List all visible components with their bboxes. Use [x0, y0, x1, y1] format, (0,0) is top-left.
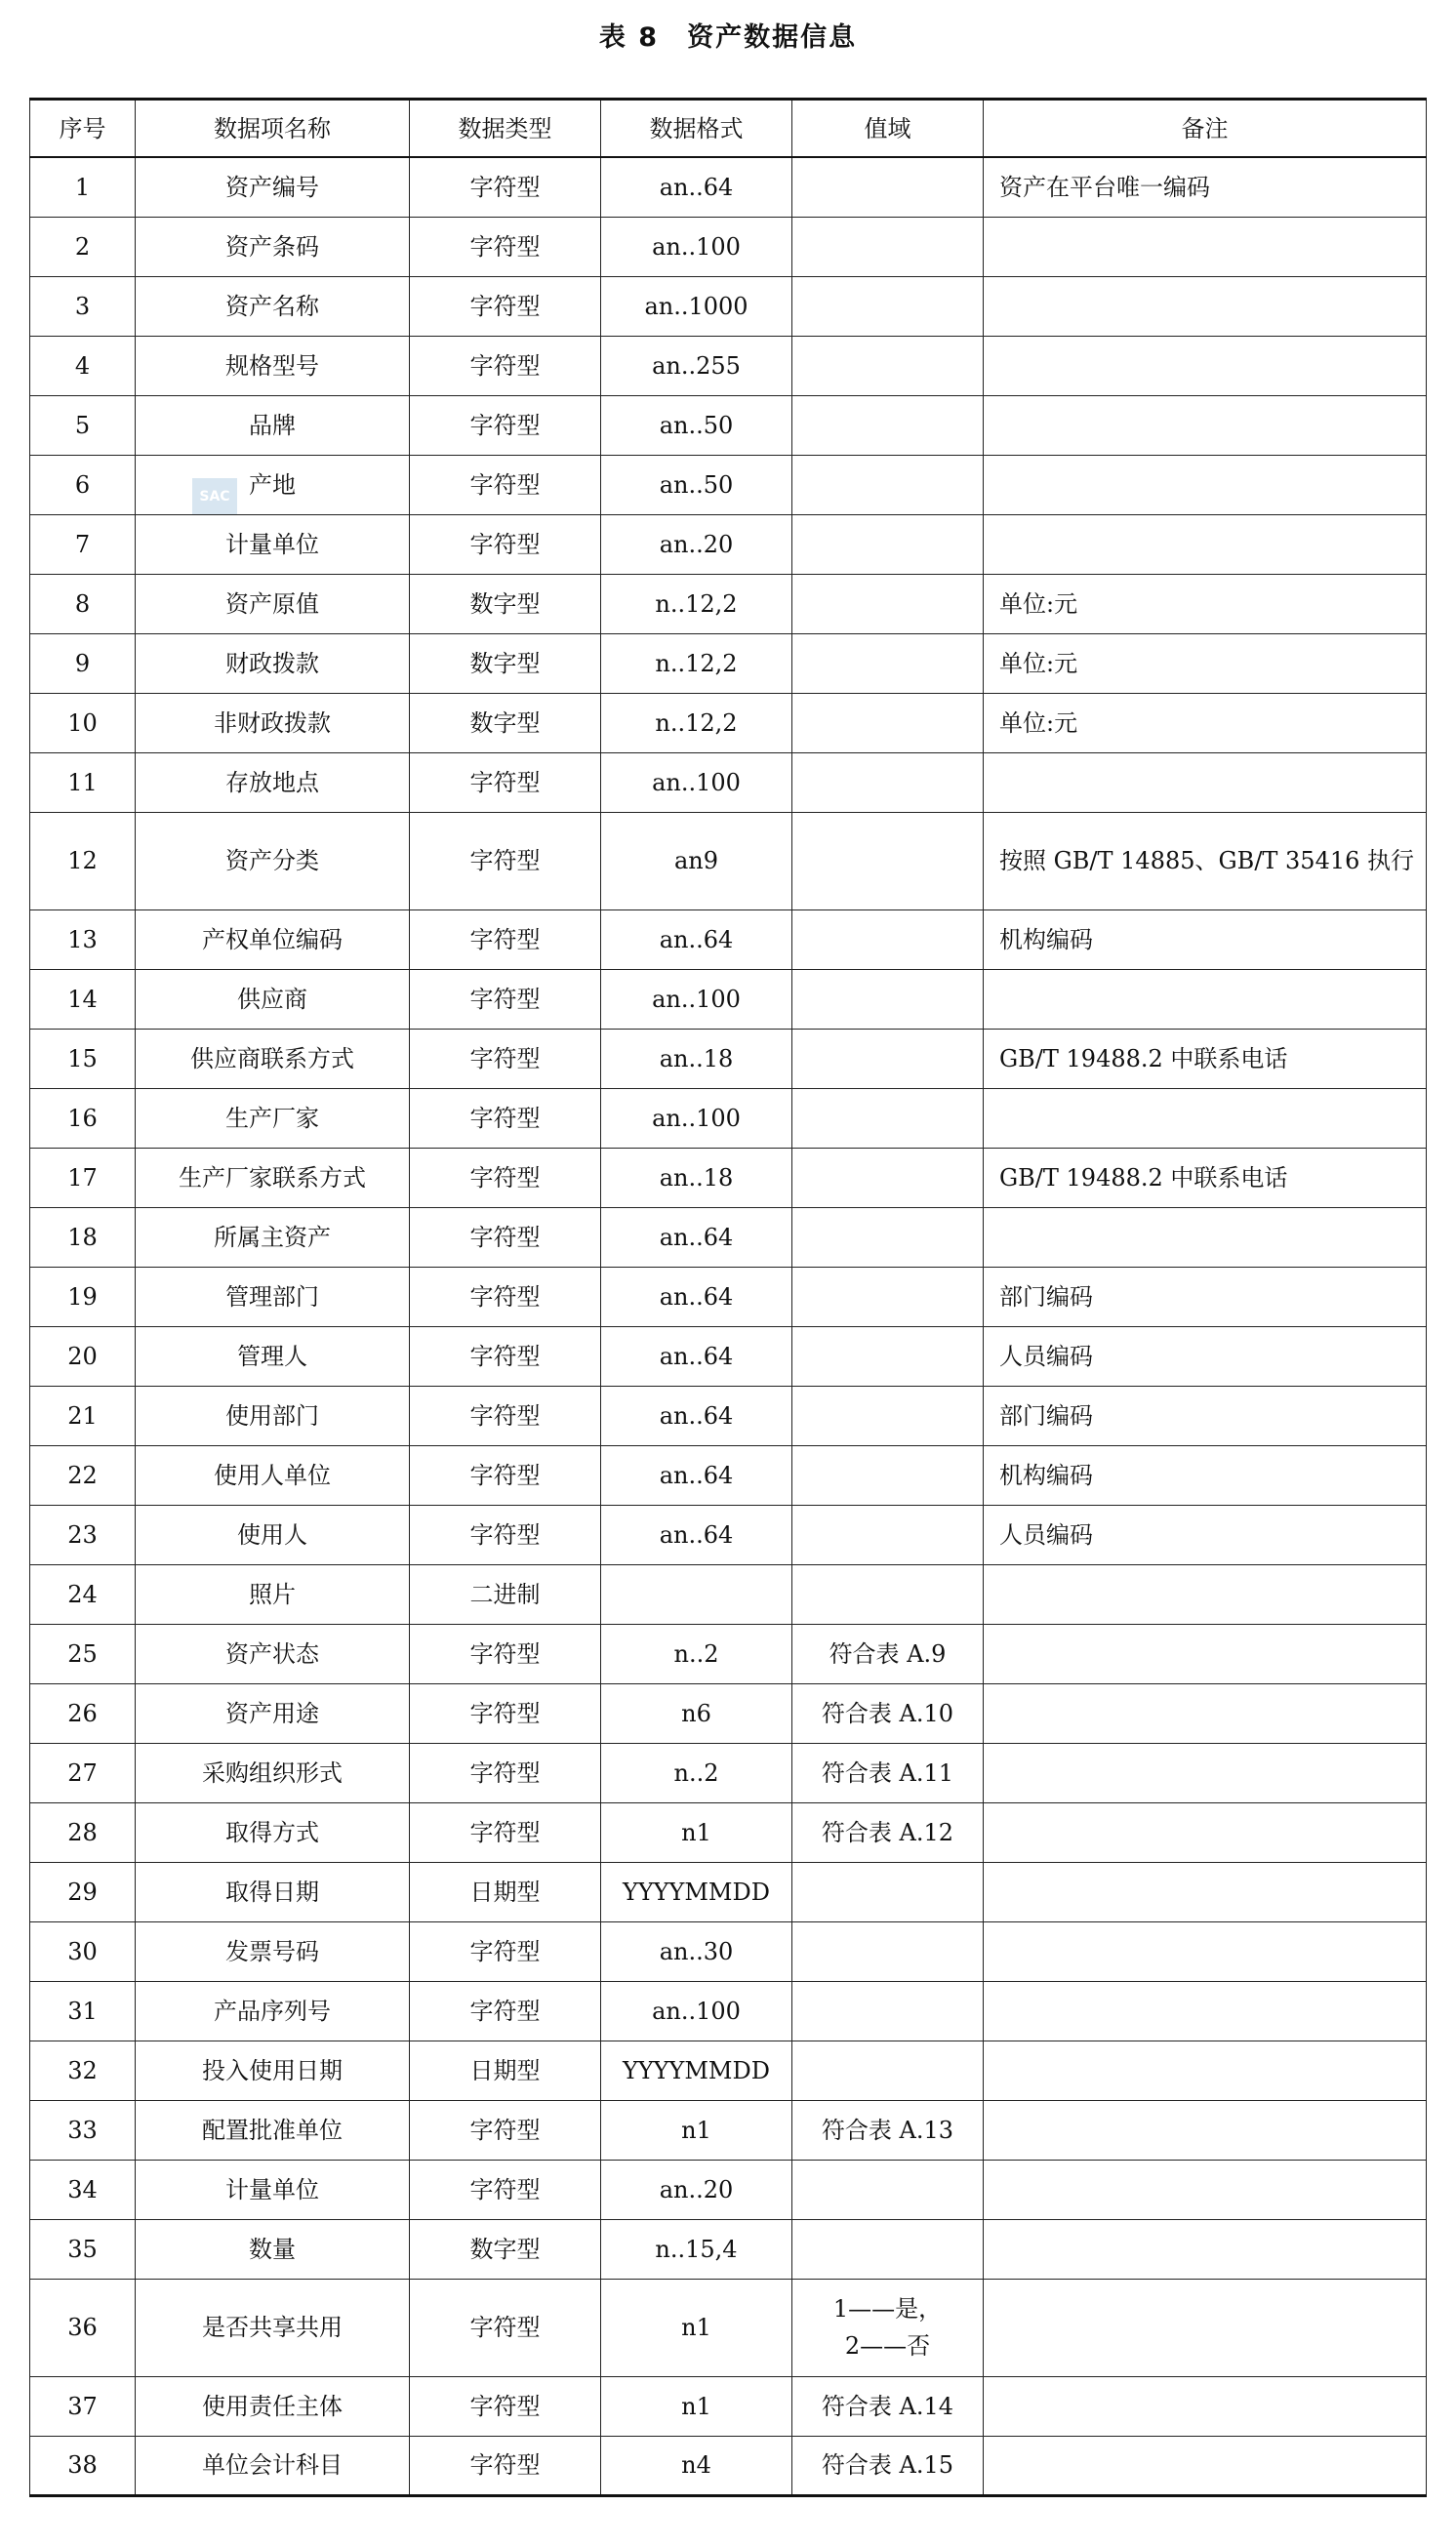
cell-value-range [792, 1445, 984, 1505]
cell-index: 21 [30, 1386, 136, 1445]
table-row [30, 2100, 1427, 2160]
cell-data-type: 数字型 [410, 633, 601, 693]
table-row [30, 1981, 1427, 2041]
header-value-range: 值域 [792, 100, 984, 158]
table-row [30, 969, 1427, 1029]
table-row [30, 2160, 1427, 2219]
cell-remarks: 部门编码 [984, 1267, 1427, 1326]
table-row [30, 2041, 1427, 2100]
cell-item-name: 取得日期 [136, 1862, 410, 1921]
cell-item-name: 资产编号 [136, 157, 410, 217]
table-row [30, 2279, 1427, 2376]
cell-remarks: 部门编码 [984, 1386, 1427, 1445]
cell-index: 5 [30, 395, 136, 455]
cell-data-type: 数字型 [410, 2219, 601, 2279]
cell-data-format: an..100 [601, 1088, 792, 1148]
cell-value-range [792, 633, 984, 693]
table-row [30, 276, 1427, 336]
cell-data-format: n..2 [601, 1624, 792, 1683]
cell-item-name: 单位会计科目 [136, 2436, 410, 2495]
cell-value-range [792, 2219, 984, 2279]
table-row [30, 1624, 1427, 1683]
cell-index: 3 [30, 276, 136, 336]
cell-remarks: 人员编码 [984, 1505, 1427, 1564]
cell-value-range [792, 455, 984, 514]
cell-data-type: 字符型 [410, 217, 601, 276]
table-row [30, 2376, 1427, 2436]
cell-remarks [984, 1862, 1427, 1921]
table-row [30, 812, 1427, 909]
cell-index: 29 [30, 1862, 136, 1921]
asset-data-table [29, 98, 1427, 2497]
cell-index: 16 [30, 1088, 136, 1148]
table-row [30, 1683, 1427, 1743]
cell-data-type: 字符型 [410, 1921, 601, 1981]
cell-item-name: 管理人 [136, 1326, 410, 1386]
table-row [30, 514, 1427, 574]
cell-value-range: 符合表 A.11 [792, 1743, 984, 1802]
cell-data-type: 字符型 [410, 514, 601, 574]
cell-remarks: 单位:元 [984, 574, 1427, 633]
table-row [30, 1802, 1427, 1862]
cell-data-type: 字符型 [410, 2279, 601, 2376]
cell-index: 1 [30, 157, 136, 217]
cell-value-range [792, 1148, 984, 1207]
cell-remarks: 单位:元 [984, 693, 1427, 752]
cell-index: 20 [30, 1326, 136, 1386]
cell-data-format: YYYYMMDD [601, 1862, 792, 1921]
cell-data-format: an..18 [601, 1148, 792, 1207]
cell-value-range [792, 336, 984, 395]
cell-value-range [792, 1862, 984, 1921]
cell-data-type: 字符型 [410, 455, 601, 514]
table-row [30, 2436, 1427, 2495]
cell-data-type: 字符型 [410, 2376, 601, 2436]
cell-data-format: an9 [601, 812, 792, 909]
cell-value-range [792, 1207, 984, 1267]
cell-data-format: an..100 [601, 1981, 792, 2041]
cell-value-range [792, 217, 984, 276]
cell-value-range [792, 1981, 984, 2041]
cell-data-type: 字符型 [410, 812, 601, 909]
cell-data-type: 字符型 [410, 1743, 601, 1802]
cell-data-type: 数字型 [410, 574, 601, 633]
cell-data-format: n4 [601, 2436, 792, 2495]
cell-item-name: 使用人 [136, 1505, 410, 1564]
cell-index: 37 [30, 2376, 136, 2436]
cell-data-type: 字符型 [410, 909, 601, 969]
cell-data-format: n..12,2 [601, 693, 792, 752]
cell-data-type: 二进制 [410, 1564, 601, 1624]
cell-index: 31 [30, 1981, 136, 2041]
cell-data-type: 字符型 [410, 1207, 601, 1267]
cell-item-name: 管理部门 [136, 1267, 410, 1326]
table-row [30, 1088, 1427, 1148]
cell-data-format: an..30 [601, 1921, 792, 1981]
cell-remarks: 人员编码 [984, 1326, 1427, 1386]
cell-index: 30 [30, 1921, 136, 1981]
cell-data-format: an..50 [601, 395, 792, 455]
table-header-row [30, 100, 1427, 158]
cell-item-name: 配置批准单位 [136, 2100, 410, 2160]
cell-remarks [984, 514, 1427, 574]
cell-index: 34 [30, 2160, 136, 2219]
table-row [30, 395, 1427, 455]
table-row [30, 752, 1427, 812]
cell-item-name: 供应商 [136, 969, 410, 1029]
cell-item-name: 存放地点 [136, 752, 410, 812]
cell-value-range: 符合表 A.13 [792, 2100, 984, 2160]
cell-remarks: 按照 GB/T 14885、GB/T 35416 执行 [984, 812, 1427, 909]
cell-value-range [792, 812, 984, 909]
table-body [30, 157, 1427, 2495]
table-row [30, 1326, 1427, 1386]
cell-data-format: an..64 [601, 1386, 792, 1445]
cell-value-range: 1——是， 2——否 [792, 2279, 984, 2376]
cell-data-type: 字符型 [410, 1683, 601, 1743]
cell-data-type: 字符型 [410, 1386, 601, 1445]
cell-remarks [984, 2100, 1427, 2160]
cell-value-range [792, 1029, 984, 1088]
cell-data-format: n1 [601, 2279, 792, 2376]
cell-index: 28 [30, 1802, 136, 1862]
cell-remarks [984, 752, 1427, 812]
table-row [30, 1386, 1427, 1445]
cell-remarks [984, 1088, 1427, 1148]
cell-data-format: an..64 [601, 157, 792, 217]
cell-value-range [792, 909, 984, 969]
cell-item-name: 投入使用日期 [136, 2041, 410, 2100]
cell-remarks [984, 217, 1427, 276]
cell-data-type: 字符型 [410, 1624, 601, 1683]
cell-remarks: GB/T 19488.2 中联系电话 [984, 1148, 1427, 1207]
cell-index: 23 [30, 1505, 136, 1564]
table-row [30, 2219, 1427, 2279]
cell-item-name: 计量单位 [136, 514, 410, 574]
sac-watermark-logo: SAC [192, 478, 237, 515]
cell-remarks: 机构编码 [984, 1445, 1427, 1505]
cell-remarks [984, 1207, 1427, 1267]
cell-remarks [984, 2376, 1427, 2436]
cell-index: 15 [30, 1029, 136, 1088]
cell-remarks: GB/T 19488.2 中联系电话 [984, 1029, 1427, 1088]
cell-index: 6 [30, 455, 136, 514]
cell-item-name: 资产分类 [136, 812, 410, 909]
table-row [30, 693, 1427, 752]
cell-remarks [984, 1743, 1427, 1802]
table-row [30, 336, 1427, 395]
cell-remarks [984, 1921, 1427, 1981]
cell-data-format: n6 [601, 1683, 792, 1743]
cell-remarks [984, 1683, 1427, 1743]
table-row [30, 1564, 1427, 1624]
cell-data-type: 字符型 [410, 395, 601, 455]
cell-value-range: 符合表 A.10 [792, 1683, 984, 1743]
cell-item-name: 供应商联系方式 [136, 1029, 410, 1088]
cell-data-format: an..64 [601, 1505, 792, 1564]
cell-item-name: 产地 [136, 455, 410, 514]
cell-index: 22 [30, 1445, 136, 1505]
cell-item-name: 使用责任主体 [136, 2376, 410, 2436]
cell-value-range [792, 514, 984, 574]
cell-index: 9 [30, 633, 136, 693]
cell-value-range [792, 693, 984, 752]
cell-value-range [792, 157, 984, 217]
table-row [30, 455, 1427, 514]
cell-data-format: an..64 [601, 1326, 792, 1386]
cell-item-name: 品牌 [136, 395, 410, 455]
cell-index: 18 [30, 1207, 136, 1267]
table-row [30, 157, 1427, 217]
cell-item-name: 发票号码 [136, 1921, 410, 1981]
cell-remarks: 资产在平台唯一编码 [984, 157, 1427, 217]
cell-item-name: 计量单位 [136, 2160, 410, 2219]
table-row [30, 633, 1427, 693]
cell-data-type: 字符型 [410, 2160, 601, 2219]
cell-data-type: 字符型 [410, 1445, 601, 1505]
cell-data-format [601, 1564, 792, 1624]
cell-value-range: 符合表 A.12 [792, 1802, 984, 1862]
cell-item-name: 生产厂家 [136, 1088, 410, 1148]
cell-remarks: 机构编码 [984, 909, 1427, 969]
cell-value-range: 符合表 A.9 [792, 1624, 984, 1683]
cell-value-range [792, 969, 984, 1029]
cell-index: 35 [30, 2219, 136, 2279]
cell-item-name: 生产厂家联系方式 [136, 1148, 410, 1207]
cell-index: 7 [30, 514, 136, 574]
cell-remarks [984, 2279, 1427, 2376]
cell-item-name: 资产原值 [136, 574, 410, 633]
cell-item-name: 取得方式 [136, 1802, 410, 1862]
cell-data-format: YYYYMMDD [601, 2041, 792, 2100]
cell-item-name: 采购组织形式 [136, 1743, 410, 1802]
cell-index: 8 [30, 574, 136, 633]
cell-value-range [792, 574, 984, 633]
cell-data-type: 字符型 [410, 752, 601, 812]
table-row [30, 217, 1427, 276]
cell-item-name: 规格型号 [136, 336, 410, 395]
cell-index: 4 [30, 336, 136, 395]
cell-item-name: 财政拨款 [136, 633, 410, 693]
cell-data-format: an..64 [601, 909, 792, 969]
cell-item-name: 使用人单位 [136, 1445, 410, 1505]
cell-data-format: n1 [601, 2376, 792, 2436]
cell-data-format: an..100 [601, 217, 792, 276]
cell-data-type: 字符型 [410, 1505, 601, 1564]
cell-value-range [792, 752, 984, 812]
table-row [30, 1862, 1427, 1921]
cell-index: 2 [30, 217, 136, 276]
cell-remarks: 单位:元 [984, 633, 1427, 693]
cell-data-type: 字符型 [410, 276, 601, 336]
cell-index: 13 [30, 909, 136, 969]
cell-remarks [984, 2160, 1427, 2219]
cell-data-format: an..100 [601, 969, 792, 1029]
cell-data-format: an..64 [601, 1445, 792, 1505]
cell-index: 11 [30, 752, 136, 812]
cell-item-name: 所属主资产 [136, 1207, 410, 1267]
cell-index: 24 [30, 1564, 136, 1624]
cell-item-name: 资产用途 [136, 1683, 410, 1743]
cell-data-type: 字符型 [410, 1148, 601, 1207]
cell-index: 10 [30, 693, 136, 752]
cell-index: 33 [30, 2100, 136, 2160]
cell-data-type: 字符型 [410, 336, 601, 395]
cell-data-type: 数字型 [410, 693, 601, 752]
cell-data-type: 字符型 [410, 2100, 601, 2160]
cell-remarks [984, 2219, 1427, 2279]
cell-value-range [792, 1088, 984, 1148]
cell-item-name: 资产条码 [136, 217, 410, 276]
cell-remarks [984, 1564, 1427, 1624]
cell-data-format: n..12,2 [601, 633, 792, 693]
cell-data-format: n1 [601, 2100, 792, 2160]
cell-item-name: 产权单位编码 [136, 909, 410, 969]
cell-value-range [792, 1267, 984, 1326]
header-index: 序号 [30, 100, 136, 158]
cell-value-range [792, 1564, 984, 1624]
cell-data-format: an..64 [601, 1207, 792, 1267]
cell-data-type: 字符型 [410, 1802, 601, 1862]
cell-value-range [792, 1921, 984, 1981]
cell-data-type: 字符型 [410, 1981, 601, 2041]
cell-item-name: 非财政拨款 [136, 693, 410, 752]
cell-item-name: 使用部门 [136, 1386, 410, 1445]
table-row [30, 909, 1427, 969]
cell-data-format: an..100 [601, 752, 792, 812]
header-item-name: 数据项名称 [136, 100, 410, 158]
cell-data-type: 字符型 [410, 1267, 601, 1326]
cell-index: 12 [30, 812, 136, 909]
cell-remarks [984, 2436, 1427, 2495]
cell-data-format: an..50 [601, 455, 792, 514]
cell-data-format: n..2 [601, 1743, 792, 1802]
cell-value-range [792, 2041, 984, 2100]
cell-index: 19 [30, 1267, 136, 1326]
cell-data-type: 日期型 [410, 1862, 601, 1921]
cell-data-type: 字符型 [410, 2436, 601, 2495]
table-row [30, 1029, 1427, 1088]
cell-value-range: 符合表 A.14 [792, 2376, 984, 2436]
cell-index: 17 [30, 1148, 136, 1207]
cell-remarks [984, 395, 1427, 455]
cell-index: 25 [30, 1624, 136, 1683]
cell-item-name: 是否共享共用 [136, 2279, 410, 2376]
cell-data-type: 字符型 [410, 1326, 601, 1386]
table-row [30, 1207, 1427, 1267]
header-data-format: 数据格式 [601, 100, 792, 158]
cell-data-type: 字符型 [410, 1029, 601, 1088]
cell-index: 27 [30, 1743, 136, 1802]
cell-index: 38 [30, 2436, 136, 2495]
cell-remarks [984, 1624, 1427, 1683]
cell-item-name: 数量 [136, 2219, 410, 2279]
cell-remarks [984, 2041, 1427, 2100]
cell-remarks [984, 1981, 1427, 2041]
cell-remarks [984, 455, 1427, 514]
cell-data-format: an..255 [601, 336, 792, 395]
header-remarks: 备注 [984, 100, 1427, 158]
cell-remarks [984, 1802, 1427, 1862]
cell-value-range: 符合表 A.15 [792, 2436, 984, 2495]
cell-value-range [792, 276, 984, 336]
cell-value-range [792, 1505, 984, 1564]
table-row [30, 1267, 1427, 1326]
cell-value-range [792, 395, 984, 455]
cell-item-name: 照片 [136, 1564, 410, 1624]
cell-data-format: an..1000 [601, 276, 792, 336]
table-row [30, 574, 1427, 633]
cell-index: 14 [30, 969, 136, 1029]
header-data-type: 数据类型 [410, 100, 601, 158]
cell-index: 32 [30, 2041, 136, 2100]
cell-remarks [984, 276, 1427, 336]
cell-data-format: n..15,4 [601, 2219, 792, 2279]
cell-item-name: 产品序列号 [136, 1981, 410, 2041]
table-row [30, 1921, 1427, 1981]
table-title: 表 8 资产数据信息 [598, 22, 858, 53]
cell-item-name: 资产名称 [136, 276, 410, 336]
cell-remarks [984, 336, 1427, 395]
cell-data-type: 字符型 [410, 969, 601, 1029]
cell-data-type: 日期型 [410, 2041, 601, 2100]
cell-remarks [984, 969, 1427, 1029]
cell-data-type: 字符型 [410, 1088, 601, 1148]
cell-index: 26 [30, 1683, 136, 1743]
cell-data-format: n1 [601, 1802, 792, 1862]
cell-value-range [792, 1386, 984, 1445]
cell-data-format: an..18 [601, 1029, 792, 1088]
cell-data-format: an..64 [601, 1267, 792, 1326]
table-row [30, 1148, 1427, 1207]
table-row [30, 1505, 1427, 1564]
cell-data-format: an..20 [601, 2160, 792, 2219]
table-row [30, 1743, 1427, 1802]
cell-index: 36 [30, 2279, 136, 2376]
table-row [30, 1445, 1427, 1505]
cell-data-format: n..12,2 [601, 574, 792, 633]
cell-data-type: 字符型 [410, 157, 601, 217]
cell-value-range [792, 2160, 984, 2219]
cell-data-format: an..20 [601, 514, 792, 574]
cell-item-name: 资产状态 [136, 1624, 410, 1683]
cell-value-range [792, 1326, 984, 1386]
